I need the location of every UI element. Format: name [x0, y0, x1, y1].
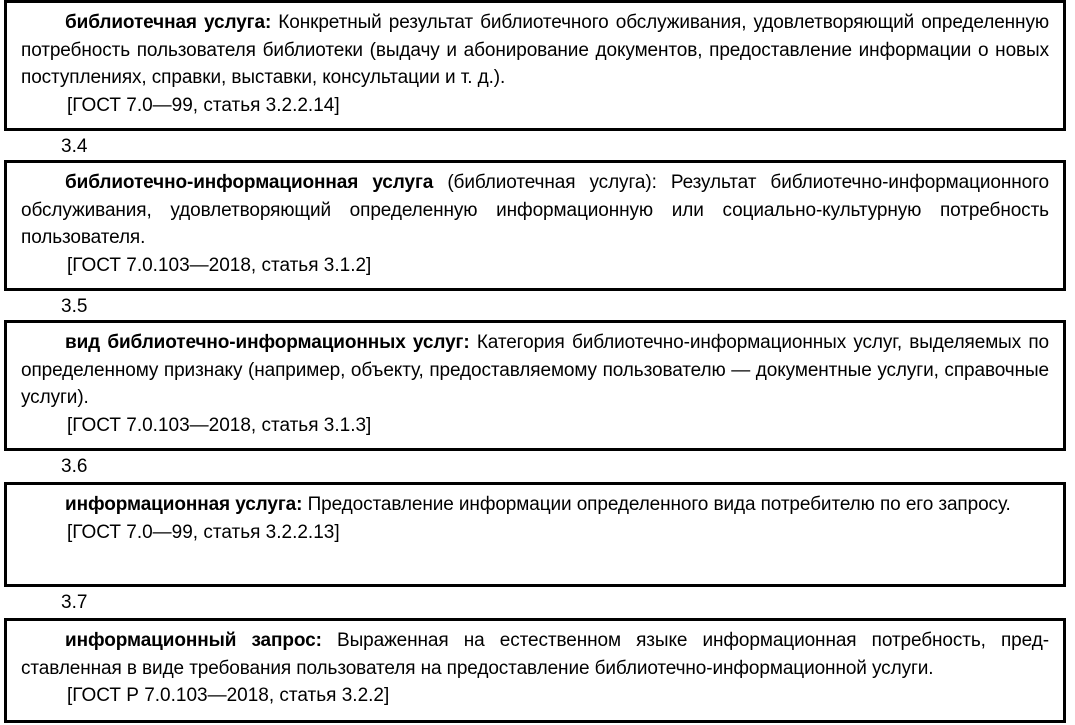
term-box-library-information-service: [4, 160, 1066, 291]
term-definition: [21, 169, 1049, 252]
term-name: информационный запрос: [65, 630, 316, 651]
term-colon: :: [463, 332, 477, 353]
term-source: [ГОСТ 7.0.103—2018, статья 3.1.3]: [67, 414, 372, 436]
term-synonym: (библиотечная услуга): [433, 172, 652, 193]
term-box-library-service: [4, 0, 1066, 131]
definition-text: Конкретный результат библиотечного обслуживания, удовлетворяющий определенную потребность пользователя библиотеки (выдачу и абонирование документов, предоставление информации о новых поступлениях, справки, выставки, консультации и т. д.).: [21, 12, 1049, 88]
section-number: 3.7: [61, 592, 88, 613]
term-colon: :: [264, 12, 279, 33]
definition-text: Результат библиотечно-информационного обслуживания, удовлетворяющий определенную информационную или социально-культурную потребность пользователя.: [21, 172, 1049, 248]
definition-text: Категория библиотечно-информационных услуг, выделяемых по определенному признаку (например, объекту, предоставляемому пользователю — документные услуги, справочные услуги).: [21, 332, 1049, 408]
term-source: [ГОСТ 7.0—99, статья 3.2.2.14]: [67, 94, 340, 116]
section-number: 3.6: [61, 456, 88, 477]
section-number: 3.5: [61, 296, 88, 317]
term-definition: [21, 9, 1049, 92]
term-colon: :: [315, 630, 337, 651]
definition-text: Предоставление информации определенного вида потребителю по его запросу.: [307, 494, 1011, 515]
term-name: библиотечная услуга: [65, 12, 265, 33]
term-source: [ГОСТ Р 7.0.103—2018, статья 3.2.2]: [67, 685, 390, 706]
term-name: информационная услуга: [65, 494, 297, 515]
term-name: вид библиотечно-информационных услуг: [65, 332, 464, 353]
section-number: 3.4: [61, 136, 88, 157]
term-box-service-type: [4, 320, 1066, 451]
term-source: [ГОСТ 7.0.103—2018, статья 3.1.2]: [67, 254, 372, 276]
term-definition: [21, 627, 1049, 682]
term-box-information-request: [4, 618, 1066, 723]
definition-text: Выраженная на естественном языке информационная потребность, представленная в виде требования пользователя на предоставление библиотечно-информационной услуги.: [21, 630, 1050, 679]
term-source: [ГОСТ 7.0—99, статья 3.2.2.13]: [67, 521, 340, 543]
term-definition: [21, 329, 1049, 412]
term-box-information-service: [4, 482, 1066, 587]
term-name: библиотечно-информационная услуга: [65, 172, 434, 193]
term-colon: :: [296, 494, 308, 515]
term-definition: [21, 491, 1049, 519]
term-colon: :: [651, 172, 671, 193]
